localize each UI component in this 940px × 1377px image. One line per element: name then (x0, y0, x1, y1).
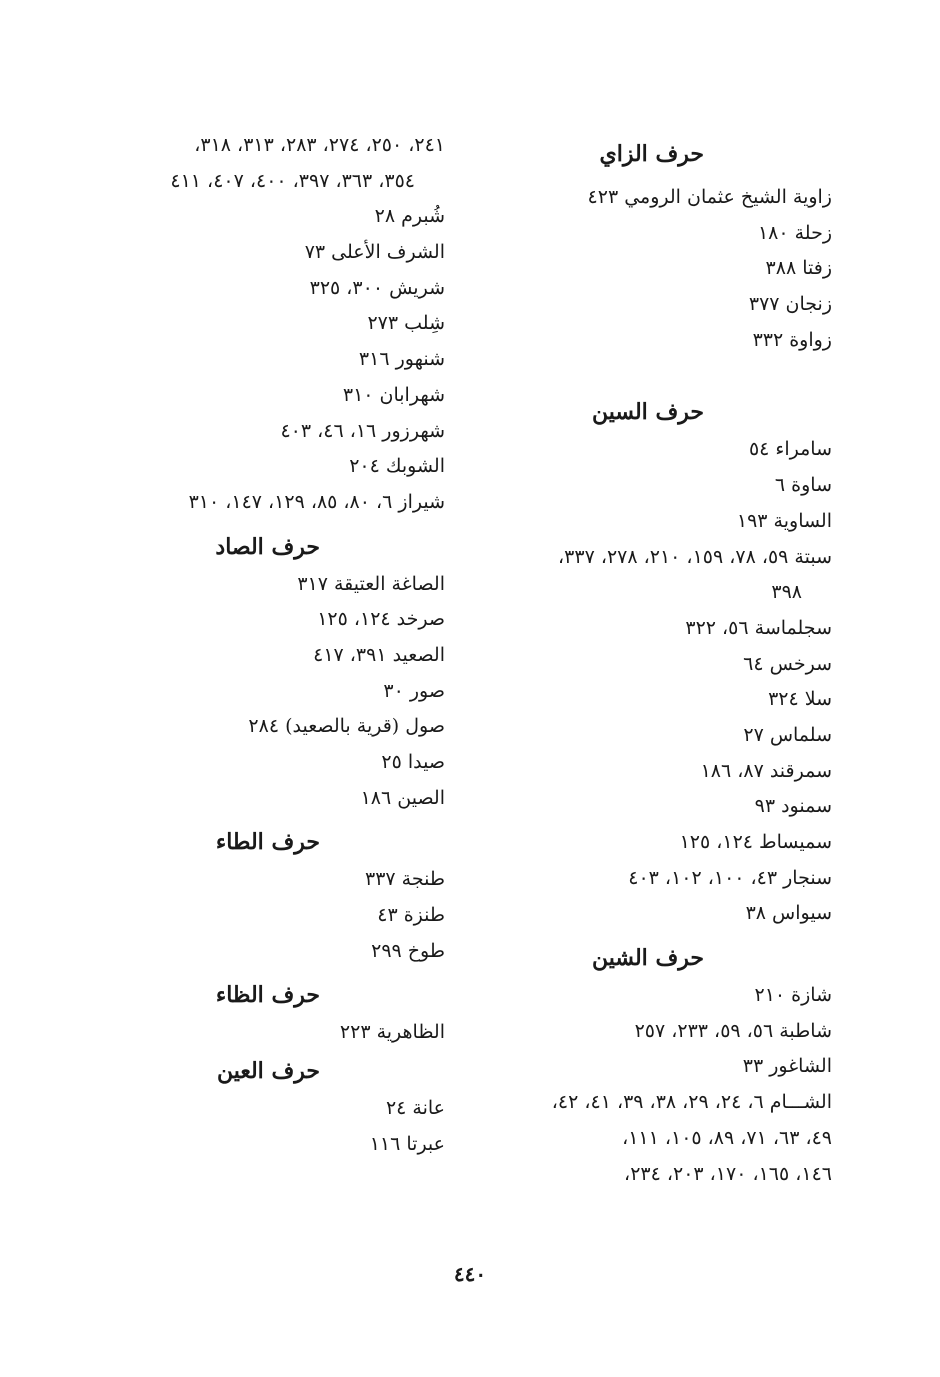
section-shin-continued (65, 128, 445, 521)
left-column (65, 128, 445, 1163)
index-entry: الصين ١٨٦ (360, 786, 445, 809)
index-entry: سمرقند ٨٧، ١٨٦ (700, 759, 832, 782)
index-entry: سميساط ١٢٤، ١٢٥ (679, 831, 832, 853)
index-entry: عانة ٢٤ (385, 1097, 445, 1120)
index-entry: الصاغة العتيقة ٣١٧ (297, 572, 445, 595)
heading-ayn: حرف العين (216, 1058, 320, 1085)
index-entry: زنجان ٣٧٧ (748, 293, 832, 316)
section-zay (462, 180, 832, 358)
right-column (462, 128, 832, 1192)
index-entry: سرخس ٦٤ (743, 652, 832, 675)
index-entry: زفتا ٣٨٨ (765, 257, 832, 280)
index-entry: الساوية ١٩٣ (736, 509, 832, 532)
heading-sin: حرف السين (591, 399, 704, 426)
index-entry: الشرف الأعلى ٧٣ (304, 241, 445, 264)
index-entry: شهرابان ٣١٠ (342, 383, 445, 406)
index-entry: طنجة ٣٣٧ (365, 868, 445, 891)
index-entry: الصعيد ٣٩١، ٤١٧ (313, 643, 445, 666)
index-entry: شنهور ٣١٦ (358, 348, 445, 371)
section-shin (462, 978, 832, 1192)
index-entry: ١٤٦، ١٦٥، ١٧٠، ٢٠٣، ٢٣٤، (624, 1162, 832, 1185)
index-entry: سيواس ٣٨ (745, 902, 832, 925)
index-entry: طوخ ٢٩٩ (371, 939, 445, 962)
index-entry: زاوية الشيخ عثمان الرومي ٤٢٣ (587, 186, 832, 208)
index-entry: ٣٥٤، ٣٦٣، ٣٩٧، ٤٠٠، ٤٠٧، ٤١١ (170, 169, 415, 192)
section-sad (65, 567, 445, 817)
index-entry: سمنود ٩٣ (754, 795, 832, 818)
index-entry: صيدا ٢٥ (381, 751, 445, 773)
index-entry: ٢٤١، ٢٥٠، ٢٧٤، ٢٨٣، ٣١٣، ٣١٨، (194, 134, 445, 156)
index-entry: زواوة ٣٣٢ (752, 328, 832, 351)
heading-za: حرف الظاء (215, 982, 320, 1009)
index-entry: الشوبك ٢٠٤ (349, 455, 445, 478)
section-ayn (65, 1091, 445, 1162)
index-entry: شُبرم ٢٨ (374, 205, 445, 228)
heading-sad: حرف الصاد (215, 533, 320, 560)
index-entry: زحلة ١٨٠ (757, 221, 832, 244)
index-entry: شهرزور ١٦، ٤٦، ٤٠٣ (280, 419, 445, 442)
index-entry: سلماس ٢٧ (743, 723, 832, 746)
index-entry: الشـــام ٦، ٢٤، ٢٩، ٣٨، ٣٩، ٤١، ٤٢، (551, 1091, 832, 1114)
section-gap (462, 358, 832, 392)
index-entry: طنزة ٤٣ (377, 904, 445, 927)
index-entry: شاطبة ٥٦، ٥٩، ٢٣٣، ٢٥٧ (634, 1019, 832, 1042)
section-za (65, 1015, 445, 1051)
index-entry: سجلماسة ٥٦، ٣٢٢ (685, 616, 832, 639)
index-entry: الظاهرية ٢٢٣ (339, 1021, 445, 1044)
heading-zay: حرف الزاي (599, 141, 704, 167)
index-entry: صرخد ١٢٤، ١٢٥ (317, 608, 445, 631)
index-entry: سلا ٣٢٤ (768, 688, 832, 711)
section-ta (65, 862, 445, 969)
index-entry: شريش ٣٠٠، ٣٢٥ (309, 276, 445, 299)
index-entry: شيراز ٦، ٨٠، ٨٥، ١٢٩، ١٤٧، ٣١٠ (188, 490, 445, 513)
index-entry: ٤٩، ٦٣، ٧١، ٨٩، ١٠٥، ١١١، (622, 1126, 832, 1149)
index-entry: الشاغور ٣٣ (742, 1055, 832, 1078)
page-number: ٤٤٠ (453, 1262, 487, 1286)
section-sin (462, 432, 832, 932)
index-entry: شِلب ٢٧٣ (367, 312, 445, 335)
index-entry: صور ٣٠ (383, 679, 445, 702)
heading-shin: حرف الشين (591, 945, 704, 972)
index-entry: ٣٩٨ (771, 581, 802, 604)
index-entry: شازة ٢١٠ (754, 984, 832, 1007)
index-entry: سبتة ٥٩، ٧٨، ١٥٩، ٢١٠، ٢٧٨، ٣٣٧، (558, 545, 832, 568)
index-entry: عبرتا ١١٦ (369, 1132, 445, 1155)
heading-ta: حرف الطاء (215, 829, 320, 856)
index-entry: صول (قرية بالصعيد) ٢٨٤ (248, 715, 445, 738)
index-entry: سامراء ٥٤ (748, 438, 832, 461)
index-entry: ساوة ٦ (774, 474, 832, 497)
index-entry: سنجار ٤٣، ١٠٠، ١٠٢، ٤٠٣ (628, 866, 832, 889)
